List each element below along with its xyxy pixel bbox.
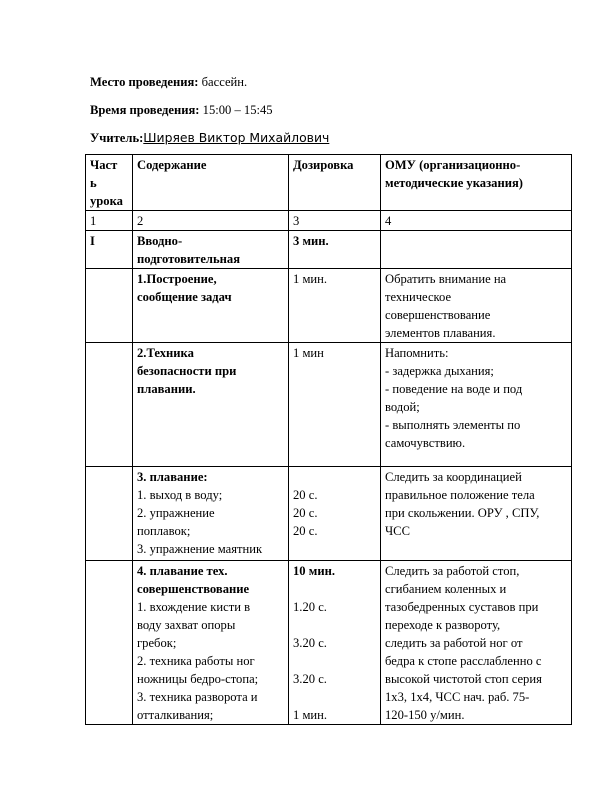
header-omu: ОМУ (организационно- методические указания) (381, 155, 572, 211)
header-dosage: Дозировка (289, 155, 381, 211)
teacher-label: Учитель: (90, 131, 144, 145)
time-line (90, 102, 273, 118)
row-dosage: 20 с. 20 с. 20 с. (289, 467, 381, 561)
row-omu (381, 231, 572, 269)
time-label: Время проведения: (90, 103, 200, 117)
column-number: 2 (133, 211, 289, 231)
row-content: 3. плавание: 1. выход в воду; 2. упражнение поплавок; 3. упражнение маятник (133, 467, 289, 561)
teacher-name: Ширяев Виктор Михайлович (143, 130, 330, 145)
place-label: Место проведения: (90, 75, 199, 89)
teacher-line (90, 130, 329, 146)
row-dosage: 10 мин. 1.20 с. 3.20 с. 3.20 с. 1 мин. (289, 561, 381, 725)
row-part (86, 343, 133, 467)
row-content: 1.Построение, сообщение задач (133, 269, 289, 343)
table-row (86, 561, 572, 725)
row-part (86, 269, 133, 343)
row-content: Вводно- подготовительная (133, 231, 289, 269)
header-part: Част ь урока (86, 155, 133, 211)
time-value: 15:00 – 15:45 (202, 103, 273, 117)
header-content: Содержание (133, 155, 289, 211)
row-dosage: 3 мин. (289, 231, 381, 269)
row-dosage: 1 мин. (289, 269, 381, 343)
row-content: 2.Техника безопасности при плавании. (133, 343, 289, 467)
table-row (86, 343, 572, 467)
row-content: 4. плавание тех. совершенствование 1. вхождение кисти в воду захват опоры гребок; 2. техника работы ног ножницы бедро-стопа; 3. техника разворота и отталкивания; (133, 561, 289, 725)
table-number-row (86, 211, 572, 231)
lesson-plan-table (85, 154, 572, 725)
table-header-row (86, 155, 572, 211)
column-number: 4 (381, 211, 572, 231)
column-number: 3 (289, 211, 381, 231)
column-number: 1 (86, 211, 133, 231)
place-value: бассейн. (201, 75, 248, 89)
row-part (86, 467, 133, 561)
row-omu: Следить за координацией правильное положение тела при скольжении. ОРУ , СПУ, ЧСС (381, 467, 572, 561)
place-line (90, 74, 247, 90)
row-omu: Следить за работой стоп, сгибанием коленных и тазобедренных суставов при переходе к развороту, следить за работой ног от бедра к стопе расслабленно с высокой чистотой стоп серия 1х3, 1х4, ЧСС нач. раб. 75- 120-150 у/мин. (381, 561, 572, 725)
row-part (86, 561, 133, 725)
row-part: I (86, 231, 133, 269)
row-omu: Напомнить: - задержка дыхания; - поведение на воде и под водой; - выполнять элементы по самочувствию. (381, 343, 572, 467)
row-dosage: 1 мин (289, 343, 381, 467)
table-row (86, 231, 572, 269)
row-omu: Обратить внимание на техническое совершенствование элементов плавания. (381, 269, 572, 343)
table-row (86, 269, 572, 343)
table-row (86, 467, 572, 561)
